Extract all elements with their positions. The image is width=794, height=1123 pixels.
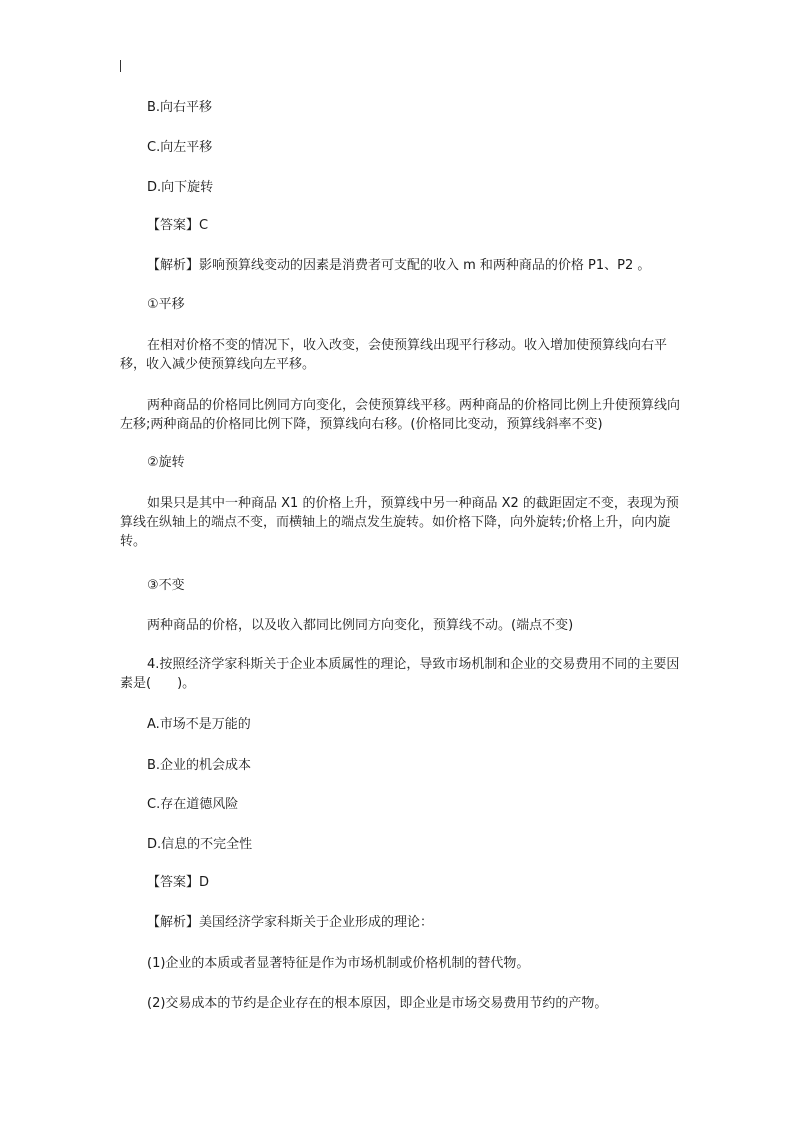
option-b: B.向右平移 bbox=[147, 100, 213, 115]
question-4: 4.按照经济学家科斯关于企业本质属性的理论，导致市场机制和企业的交易费用不同的主要因素是( )。 bbox=[120, 657, 680, 691]
option-a-4: A.市场不是万能的 bbox=[147, 717, 251, 732]
analysis-4: 【解析】美国经济学家科斯关于企业形成的理论： bbox=[147, 915, 434, 930]
analysis-3: 【解析】影响预算线变动的因素是消费者可支配的收入 m 和两种商品的价格 P1、P2 。 bbox=[147, 258, 651, 273]
analysis-point-1: (1)企业的本质或者显著特征是作为市场机制或价格机制的替代物。 bbox=[147, 956, 530, 971]
heading-unchanged: ③不变 bbox=[147, 578, 185, 593]
option-d-4: D.信息的不完全性 bbox=[147, 837, 253, 852]
option-b-4: B.企业的机会成本 bbox=[147, 758, 252, 773]
paragraph-unchanged: 两种商品的价格，以及收入都同比例同方向变化，预算线不动。(端点不变) bbox=[147, 618, 574, 633]
answer-4: 【答案】D bbox=[147, 875, 210, 890]
paragraph-income-change: 在相对价格不变的情况下，收入改变，会使预算线出现平行移动。收入增加使预算线向右平移，收入减少使预算线向左平移。 bbox=[120, 338, 668, 372]
option-c-4: C.存在道德风险 bbox=[147, 797, 239, 812]
option-c: C.向左平移 bbox=[147, 140, 213, 155]
analysis-point-2: (2)交易成本的节约是企业存在的根本原因，即企业是市场交易费用节约的产物。 bbox=[147, 996, 608, 1011]
paragraph-rotation: 如果只是其中一种商品 X1 的价格上升，预算线中另一种商品 X2 的截距固定不变，表现为预算线在纵轴上的端点不变，而横轴上的端点发生旋转。如价格下降，向外旋转;价格上升，向内旋转。 bbox=[120, 496, 679, 549]
text-cursor bbox=[120, 60, 121, 72]
heading-translation: ①平移 bbox=[147, 297, 185, 312]
heading-rotation: ②旋转 bbox=[147, 455, 185, 470]
answer-3: 【答案】C bbox=[147, 218, 209, 233]
option-d: D.向下旋转 bbox=[147, 180, 214, 195]
paragraph-price-same-ratio: 两种商品的价格同比例同方向变化，会使预算线平移。两种商品的价格同比例上升使预算线向左移;两种商品的价格同比例下降，预算线向右移。(价格同比变动，预算线斜率不变) bbox=[120, 398, 681, 432]
